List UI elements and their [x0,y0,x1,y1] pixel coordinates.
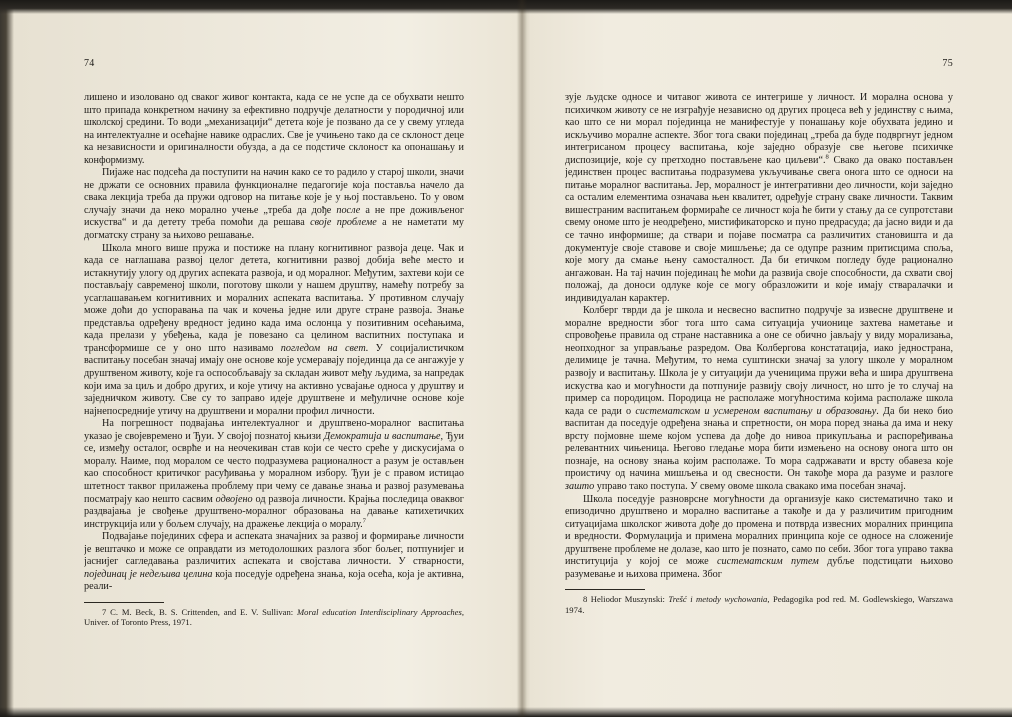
italic-text: систематском и усмереном васпитању и образовању [635,405,877,417]
footnote-marker: 8 [825,153,829,161]
paragraph: Школа поседује разноврсне могућности да организује како систематично тако и епизодично друштвено и морално васпитање а такође и да у различитим пригодним ситуацијама школског живота дође до промена и потврда извесних моралних принципа и вредности. Формулација и примена моралних принципа које се односе на сложеније друштвене проблеме не долазе, као што је познато, само по себи. Због тога управо таква институција у којој се може систематским путем дубље подстицати њихово разумевање и њихова примена. Због [565,493,953,580]
italic-text: Демократија и васпитање [323,430,441,442]
italic-text: после [336,204,361,216]
footnote-rule [565,589,645,590]
italic-text: одвојено [215,493,253,505]
left-page [84,58,464,708]
scan-edge-top [0,0,1012,14]
italic-text: зашто [565,480,595,492]
italic-text: погледом на свет [280,342,366,354]
paragraph: На погрешност подвајања интелектуалног и друштвено-моралног васпитања указао је својевремено и Ђуи. У својој познатој књизи Демократија и васпитање, Ђуи се, између осталог, осврће и на неочекиван став који се често среће у дискусијама о моралу. Наиме, под моралом се често подразумева рационалност а разум је остављен као способност критичког расуђивања у моралном избору. Ђуи је с правом истицао штетност таквог прилажења проблему при чему се давање знања и развој разумевања посматрају као нешто сасвим одвојено од развоја личности. Крајња последица оваквог раздвајања је свођење друштвено-моралног образовања на давање катихетичких инструкција или у бољем случају, на дражење лекција о моралу.$^7$ [84,418,464,530]
paragraphs [565,92,953,581]
scan-edge-bottom [0,707,1012,717]
footnote: 7 C. M. Beck, B. S. Crittenden, and E. V. Sullivan: Moral education Interdisciplinary Approaches, Univer. of Toronto Press, 1971. [84,606,464,628]
italic-text: појединац је недељива целина [84,568,213,580]
italic-text: своје проблеме [310,217,377,229]
paragraph: Подвајање појединих сфера и аспеката значајних за развој и формирање личности је вештачко и може се оправдати из методолошких разлога због бољег, потпунијег и јаснијег сагледавања различитих аспеката и својстава личности. У стварности, појединац је недељива целина која поседује одређена знања, која осећа, која је активна, реали- [84,531,464,593]
paragraphs [84,92,464,594]
page-number: 74 [84,58,95,69]
paragraph: лишено и изоловано од сваког живог контакта, када се не успе да се обухвати нешто што припада конкретном начину за ефективно подручје делатности у породичној или школској средини. То води „механизацији“ детета које је позвано да се у свему угледа на интелектуалне и осећајне навике одраслих. Све је учињено тако да се склоност деце ка независности и оригиналности обузда, а да се подстиче склоност ка опонашању и конформизму. [84,92,464,166]
italic-text: Moral education Interdisciplinary Approaches [296,606,462,617]
page-body [565,92,953,615]
footnote: 8 Heliodor Muszynski: Trešć i metody wychowania, Pedagogika pod red. M. Godlewskiego, Warszawa 1974. [565,594,953,615]
book-gutter [517,0,527,717]
paragraph: Колберг тврди да је школа и несвесно васпитно подручје за извесне друштвене и моралне вредности због тога што сама ситуација учионице захтева наметање и спровођење правила од стране наставника а оне се обично јављају у виду морализања, неопходног за управљање разредом. Ова Колбергова констатација, иако једнострана, делимице је тачна. Међутим, то нема суштински значај за улогу школе у моралном развоју и васпитању. Школа је у ситуацији да ученицима пружи већа и шира друштвена искуства као и могућности да потпуније развију своју личност, но што је то случај на пример са породицом. Породица не располаже могућностима којима располаже школа када се ради о систематском и усмереном васпитању и образовању. Да би неко био васпитан да поседује одређена знања и спретности, он мора поред знања да има и неку врсту појмовне шеме којом успева да дође до нивоа прикупљања и распоређивања релевантних чињеница. Његово гледање мора бити измењено на основу онога што он познаје, на основу знања којим располаже. То мора садржавати и врсту обавеза које проистичу од начина мишљења и од свесности. Он такође мора да разуме и разлоге зашто управо тако поступа. У свему овоме школа свакако има посебан значај. [565,305,953,492]
paragraph: зује људске односе и читавог живота се интегрише у личност. И морална основа у психичком животу се не изграђује независно од других процеса већ у јединству с њима, као што се ни морал појединца не манифестује у понашању које обухвата једино и искључиво моралне аспекте. Због тога сваки појединац „треба да буде подвргнут једном интегрисаном процесу васпитања, које заједно образује све његове психичке диспозиције, које су претходно постављене као циљеви“.$^8$ Свако да овако постављен јединствен процес васпитања подразумева укључивање свега онога што се односи на питање моралног васпитања. Јер, моралност је интегративни део личности, који заједно са осталим елементима означава њен квалитет, одређује страну сваке личности. Таквим вишестраним васпитањем формираће се личност која ће бити у стању да се супротстави свему ономе што је неодређено, мистификаторско и пуно предрасуда; да јасно види и да се тачно информише; да ствари и појаве посматра са различитих становишта и да документује своје ставове и своје мишљење; да се одупре разним притисцима споља, које могу да смање њену самосталност. Да би етичком погледу буде рационално ангажован. На тај начин појединац ће моћи да развија своје способности, да схвати свој положај, да доноси одлуке које се могу образложити и које имају стваралачки и индивидуалан карактер. [565,92,953,304]
page-number: 75 [942,58,953,69]
right-page [565,58,953,708]
footnote-marker: 7 [362,517,366,525]
italic-text: Trešć i metody wychowania [668,594,768,605]
footnote-rule [84,602,164,603]
paragraph: Пијаже нас подсећа да поступити на начин како се то радило у старој школи, значи не држати се основних правила функционалне педагогије која поставља начело да свака лекција треба да пружи одговор на питање које је у њој постављено. То у овом случају значи да неко морално учење „треба да дође после а не пре доживљеног искуства“ и да детету треба помоћи да решава своје проблеме а не наметати му догматску страну за њихово решавање. [84,167,464,242]
page-body [84,92,464,628]
italic-text: систематским путем [717,556,819,568]
paragraph: Школа много више пружа и постиже на плану когнитивног развоја деце. Чак и када се наглашава развој целог детета, когнитивни развој добија веће место и истакнутију улогу од других аспеката развоја, и од моралног. Међутим, захтеви који се постављају савременој школи, поготову школи у нашем друштву, намећу потребу за усаглашавањем когнитивних и моралних аспеката васпитања. У противном случају може доћи до успоравања па чак и кочења једне или друге стране развоја. Знање представља одређену вредност једино када има ослонца у позитивним осећањима, када прелази у убеђења, када је повезано са целином васпитних поступака и трансформише се у оно што називамо погледом на свет. У социјалистичком васпитању посебан значај имају оне основе које усмеравају појединца да се ангажује у друштвеном животу, које га оспособљавају за складан живот међу људима, за напредак који има за циљ и добро других, и које утичу на активно усвајање односа у друштву и заједничком животу. Све су то заправо идеје друштвене и међуличне основе које најнепосредније утичу на друштвени и морални профил личности. [84,242,464,417]
